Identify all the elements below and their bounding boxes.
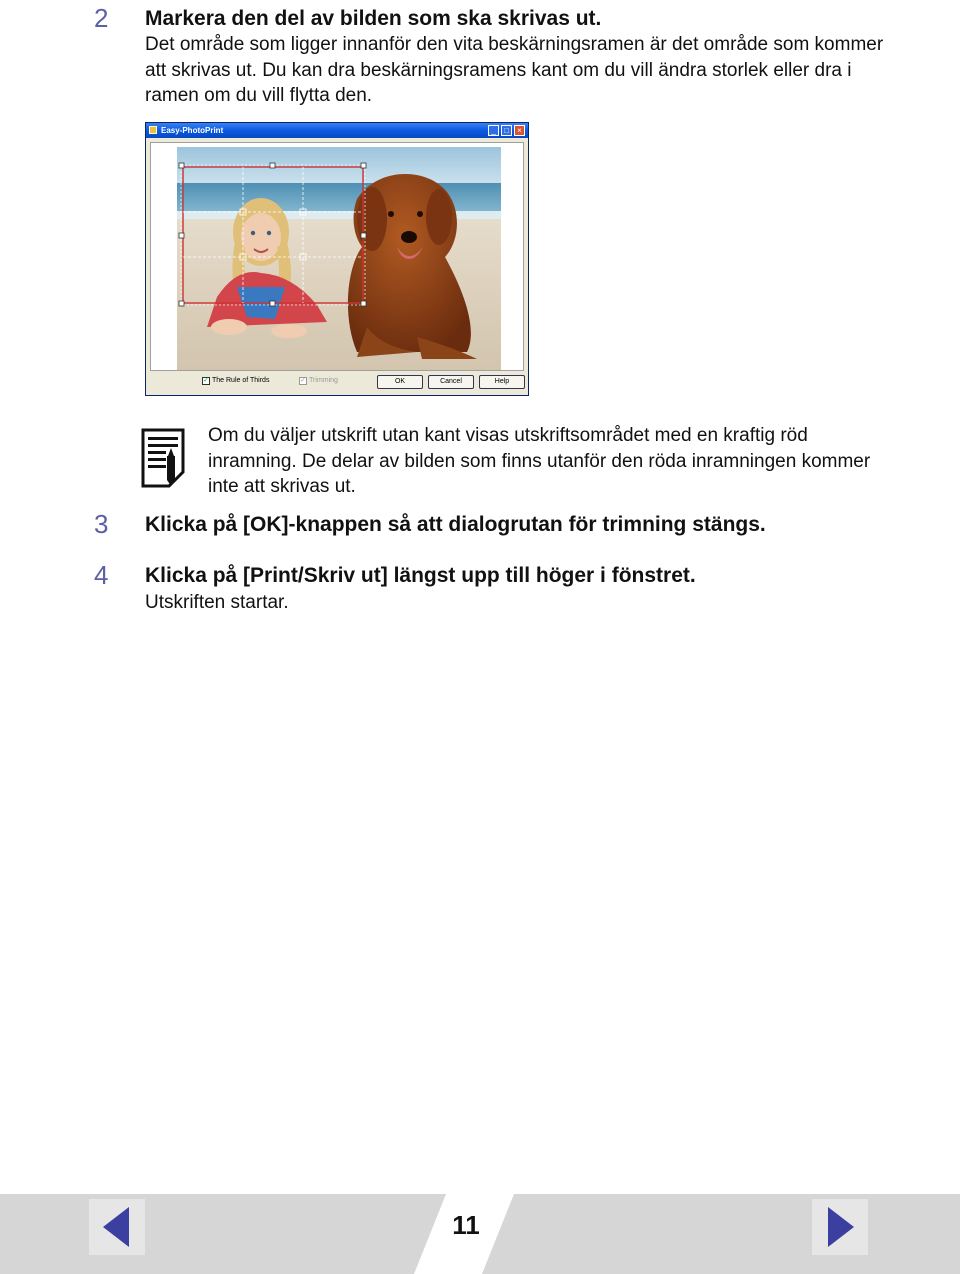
next-page-button[interactable] <box>812 1199 868 1255</box>
dialog-titlebar <box>146 123 528 138</box>
help-button[interactable]: Help <box>479 375 525 389</box>
maximize-icon: □ <box>501 125 512 136</box>
step-title: Markera den del av bilden som ska skrivas ut. <box>145 7 602 30</box>
rule-of-thirds-label: The Rule of Thirds <box>212 377 270 384</box>
trimming-checkbox[interactable]: ✓ <box>300 377 306 384</box>
note-text: Om du väljer utskrift utan kant visas utskriftsområdet med en kraftig röd inramning. De delar av bilden som finns utanför den röda inramningen kommer inte att skrivas ut. <box>208 425 871 497</box>
dialog-button-bar <box>146 371 528 395</box>
step-number: 4 <box>94 560 109 590</box>
step-body: Utskriften startar. <box>145 592 289 613</box>
cancel-button[interactable]: Cancel <box>428 375 474 389</box>
beach-photo <box>177 147 501 371</box>
dialog-title: Easy-PhotoPrint <box>161 126 224 135</box>
close-icon: × <box>514 125 525 136</box>
trimming-dialog-screenshot <box>145 122 529 396</box>
step-title: Klicka på [OK]-knappen så att dialogrutan för trimning stängs. <box>145 513 766 536</box>
image-preview-area <box>150 142 524 371</box>
arrow-right-icon <box>812 1199 868 1255</box>
step-body: Det område som ligger innanför den vita beskärningsramen är det område som kommer att skrivas ut. Du kan dra beskärningsramens kant om du vill ändra storlek eller dra i ramen om du vill flytta den. <box>145 34 884 106</box>
page-number: 11 <box>452 1210 480 1240</box>
rule-of-thirds-checkbox[interactable]: ✓ <box>203 377 209 384</box>
ok-button[interactable]: OK <box>377 375 423 389</box>
step-title: Klicka på [Print/Skriv ut] längst upp till höger i fönstret. <box>145 564 696 587</box>
arrow-left-icon <box>89 1199 145 1255</box>
trimming-label: Trimming <box>309 377 338 384</box>
step-number: 3 <box>94 509 109 539</box>
minimize-icon: _ <box>488 125 499 136</box>
note-pencil-icon <box>141 428 185 488</box>
previous-page-button[interactable] <box>89 1199 145 1255</box>
step-number: 2 <box>94 3 109 33</box>
app-icon <box>149 126 157 134</box>
